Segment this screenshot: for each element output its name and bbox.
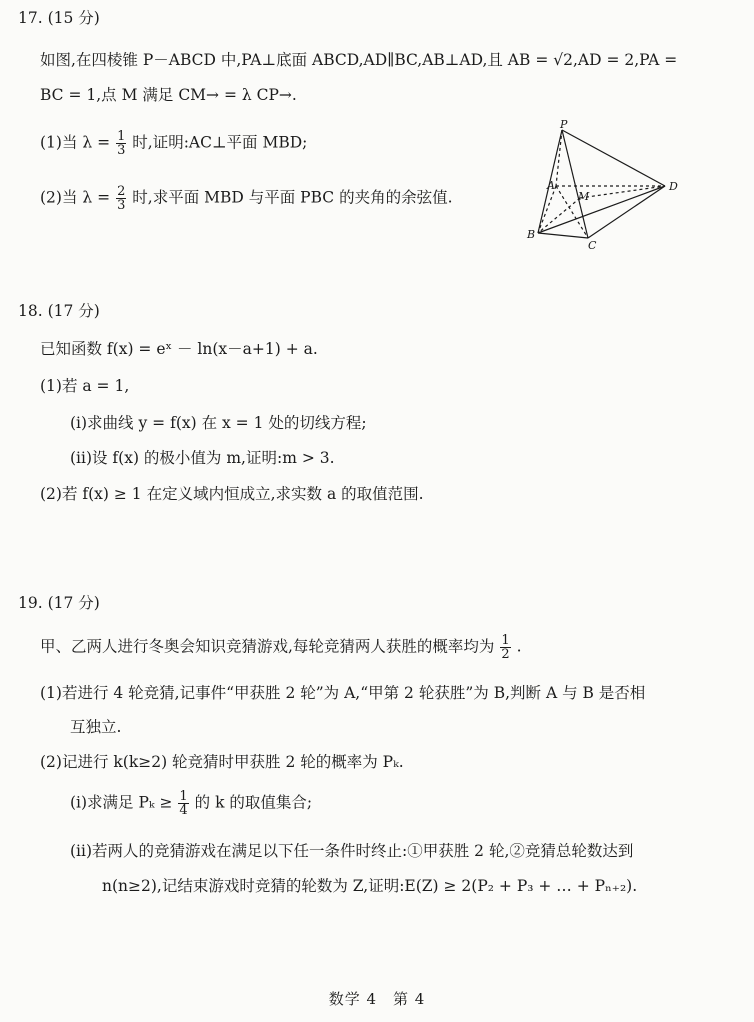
q19-stem-denominator: 2: [501, 647, 510, 662]
q17-part1-fraction: [116, 130, 126, 157]
q19-part2i-suffix: 的 k 的取值集合;: [194, 793, 313, 812]
q19-part-2: (2)记进行 k(k≥2) 轮竞猜时甲获胜 2 轮的概率为 Pₖ.: [40, 753, 404, 771]
q17-part-2: [40, 185, 453, 212]
label-a: A: [547, 179, 555, 192]
q17-stem-line-1: 如图,在四棱锥 P－ABCD 中,PA⊥底面 ABCD,AD∥BC,AB⊥AD,且 AB = √2,AD = 2,PA =: [40, 51, 678, 69]
edge-bc: [538, 233, 588, 238]
label-p: P: [560, 118, 568, 131]
q19-part2i-denominator: 4: [179, 803, 188, 818]
q19-stem-fraction: [500, 634, 510, 661]
q19-part-1-line-1: (1)若进行 4 轮竞猜,记事件“甲获胜 2 轮”为 A,“甲第 2 轮获胜”为 B,判断 A 与 B 是否相: [40, 684, 646, 702]
q19-stem-suffix: .: [516, 637, 522, 656]
q17-part2-denominator: 3: [117, 198, 126, 213]
q19-part2i-prefix: (ⅰ)求满足 Pₖ ≥: [70, 793, 173, 812]
q19-part-2-ii-line-1: (ⅱ)若两人的竞猜游戏在满足以下任一条件时终止:①甲获胜 2 轮,②竞猜总轮数达到: [70, 842, 634, 860]
q18-stem: 已知函数 f(x) = eˣ － ln(x－a+1) + a.: [40, 340, 318, 358]
edge-pc: [562, 130, 588, 238]
q17-part2-prefix: (2)当 λ =: [40, 188, 111, 207]
label-c: C: [588, 239, 597, 252]
page-footer: 数学 4 第 4: [328, 990, 426, 1008]
q18-part-2: (2)若 f(x) ≥ 1 在定义域内恒成立,求实数 a 的取值范围.: [40, 485, 424, 503]
line-bd: [538, 186, 665, 233]
q18-number: 18. (17 分): [18, 302, 100, 320]
q17-part-1: [40, 130, 307, 157]
q18-part-1: (1)若 a = 1,: [40, 377, 130, 395]
edge-cd: [588, 186, 665, 238]
q17-number: 17. (15 分): [18, 9, 100, 27]
q17-part1-suffix: 时,证明:AC⊥平面 MBD;: [132, 133, 308, 152]
q19-part2i-fraction: [178, 790, 188, 817]
q17-part1-numerator: 1: [117, 129, 126, 144]
q19-part-2-i: [70, 790, 312, 817]
q19-stem-numerator: 1: [501, 633, 510, 648]
q17-part1-denominator: 3: [117, 143, 126, 158]
edge-pa: [556, 130, 562, 186]
q19-part2i-numerator: 1: [179, 789, 188, 804]
q19-number: 19. (17 分): [18, 594, 100, 612]
q18-part-1-ii: (ⅱ)设 f(x) 的极小值为 m,证明:m > 3.: [70, 449, 335, 467]
q19-stem: [40, 634, 522, 661]
q17-part2-fraction: [116, 185, 126, 212]
line-md: [580, 186, 665, 198]
q19-part-1-line-2: 互独立.: [70, 718, 122, 736]
q17-part2-suffix: 时,求平面 MBD 与平面 PBC 的夹角的余弦值.: [132, 188, 453, 207]
edge-pd: [562, 130, 665, 186]
q17-part1-prefix: (1)当 λ =: [40, 133, 111, 152]
label-m: M: [578, 190, 590, 203]
label-b: B: [527, 228, 536, 241]
pyramid-figure: [520, 118, 690, 253]
label-d: D: [669, 180, 678, 193]
q18-part-1-i: (ⅰ)求曲线 y = f(x) 在 x = 1 处的切线方程;: [70, 414, 367, 432]
q19-stem-prefix: 甲、乙两人进行冬奥会知识竞猜游戏,每轮竞猜两人获胜的概率均为: [40, 637, 495, 656]
q17-stem-line-2: BC = 1,点 M 满足 CM→ = λ CP→.: [40, 86, 297, 104]
q19-part-2-ii-line-2: n(n≥2),记结束游戏时竞猜的轮数为 Z,证明:E(Z) ≥ 2(P₂ + P₃ + … + Pₙ₊₂).: [102, 877, 638, 895]
q17-part2-numerator: 2: [117, 184, 126, 199]
